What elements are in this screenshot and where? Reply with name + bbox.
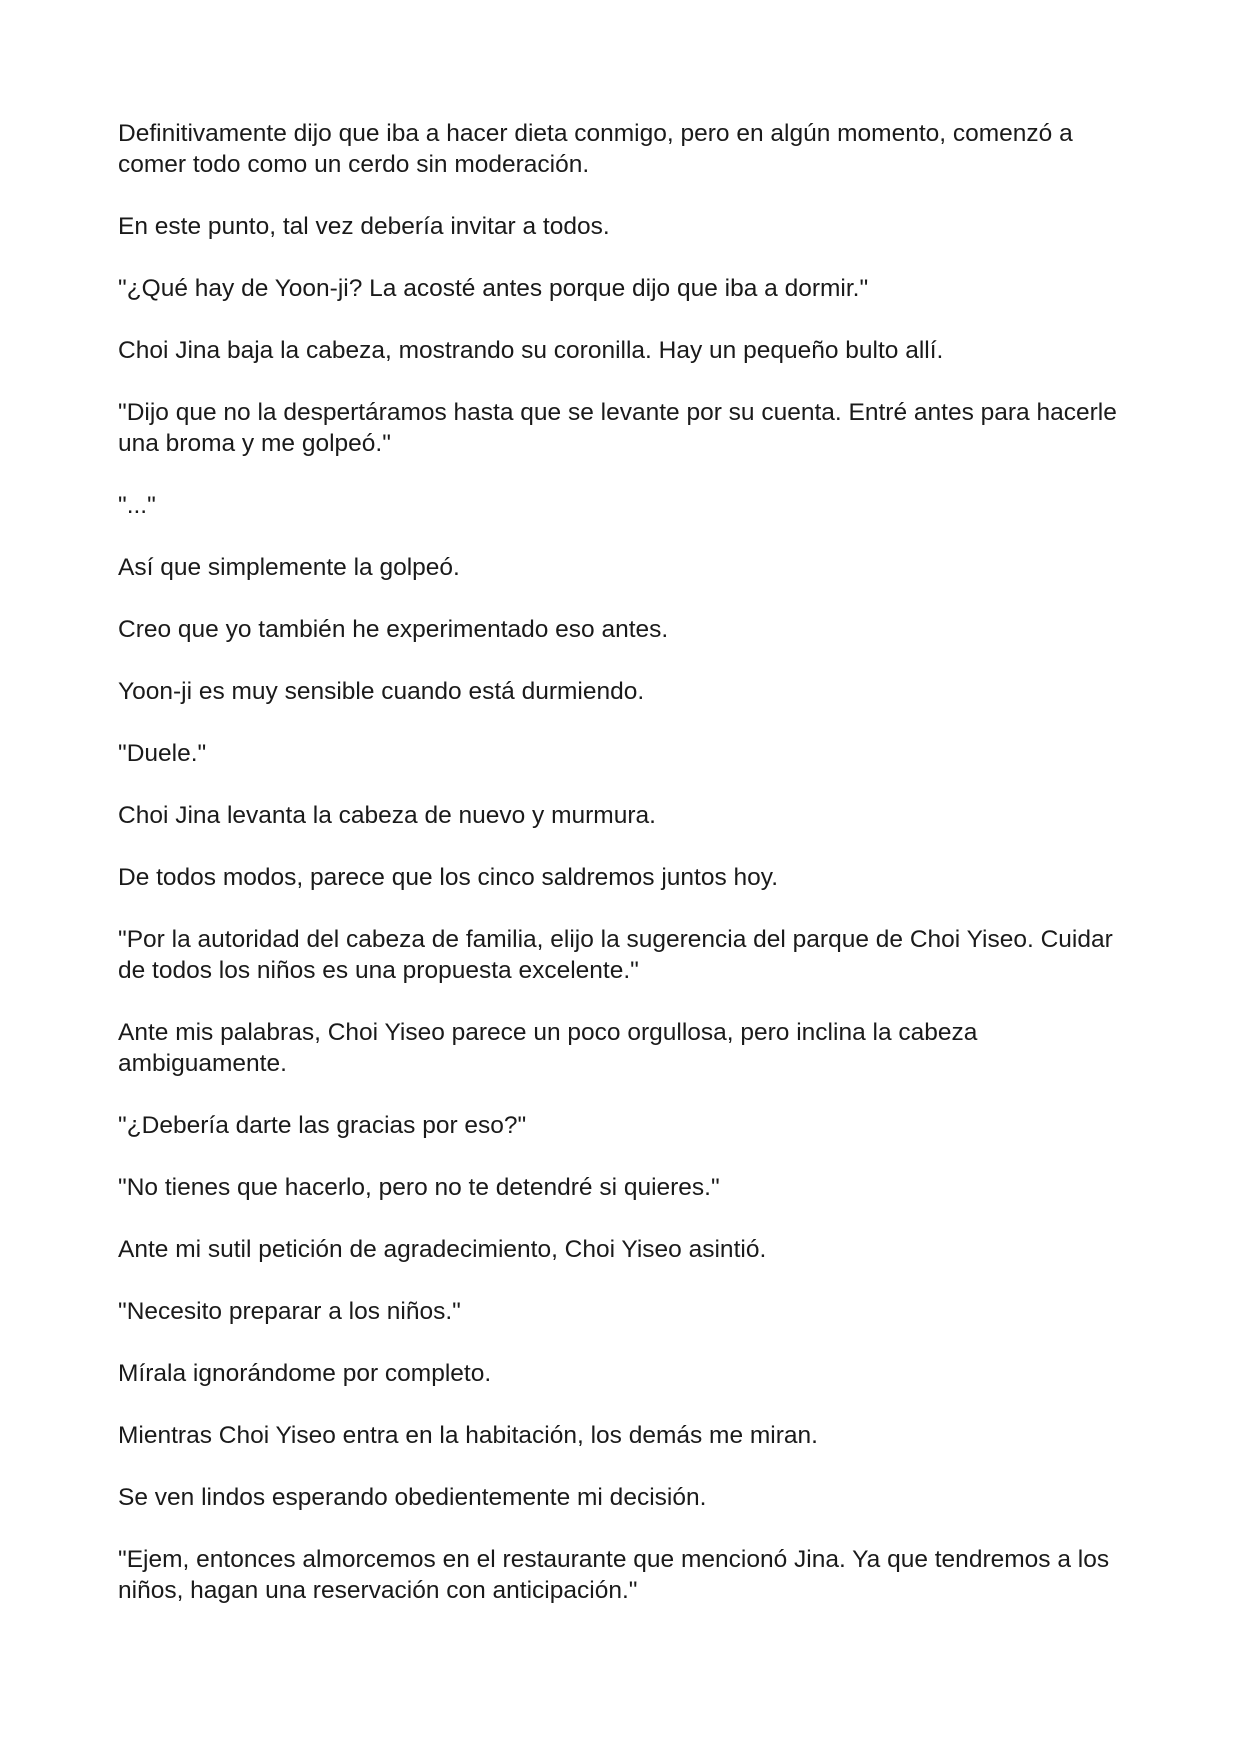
- paragraph-5: "Dijo que no la despertáramos hasta que se levante por su cuenta. Entré antes para hacerle una broma y me golpeó.": [118, 399, 1117, 457]
- paragraph-14: Ante mis palabras, Choi Yiseo parece un poco orgullosa, pero inclina la cabeza ambiguamente.: [118, 1019, 978, 1077]
- paragraph-15: "¿Debería darte las gracias por eso?": [118, 1112, 527, 1139]
- paragraph-12: De todos modos, parece que los cinco saldremos juntos hoy.: [118, 864, 779, 891]
- paragraph-16: "No tienes que hacerlo, pero no te detendré si quieres.": [118, 1174, 720, 1201]
- paragraph-1: Definitivamente dijo que iba a hacer dieta conmigo, pero en algún momento, comenzó a comer todo como un cerdo sin moderación.: [118, 120, 1073, 178]
- paragraph-22: "Ejem, entonces almorcemos en el restaurante que mencionó Jina. Ya que tendremos a los niños, hagan una reservación con anticipación.": [118, 1546, 1110, 1604]
- paragraph-6: "...": [118, 492, 156, 519]
- paragraph-7: Así que simplemente la golpeó.: [118, 554, 460, 581]
- paragraph-20: Mientras Choi Yiseo entra en la habitación, los demás me miran.: [118, 1422, 818, 1449]
- paragraph-10: "Duele.": [118, 740, 207, 767]
- paragraph-19: Mírala ignorándome por completo.: [118, 1360, 492, 1387]
- paragraph-2: En este punto, tal vez debería invitar a todos.: [118, 213, 610, 240]
- document-body: [118, 118, 1128, 1637]
- paragraph-17: Ante mi sutil petición de agradecimiento, Choi Yiseo asintió.: [118, 1236, 767, 1263]
- paragraph-21: Se ven lindos esperando obedientemente mi decisión.: [118, 1484, 707, 1511]
- paragraph-11: Choi Jina levanta la cabeza de nuevo y murmura.: [118, 802, 656, 829]
- paragraph-4: Choi Jina baja la cabeza, mostrando su coronilla. Hay un pequeño bulto allí.: [118, 337, 944, 364]
- paragraph-9: Yoon-ji es muy sensible cuando está durmiendo.: [118, 678, 645, 705]
- paragraph-18: "Necesito preparar a los niños.": [118, 1298, 461, 1325]
- paragraph-8: Creo que yo también he experimentado eso antes.: [118, 616, 669, 643]
- paragraph-3: "¿Qué hay de Yoon-ji? La acosté antes porque dijo que iba a dormir.": [118, 275, 869, 302]
- paragraph-13: "Por la autoridad del cabeza de familia, elijo la sugerencia del parque de Choi Yiseo. Cuidar de todos los niños es una propuesta excelente.": [118, 926, 1113, 984]
